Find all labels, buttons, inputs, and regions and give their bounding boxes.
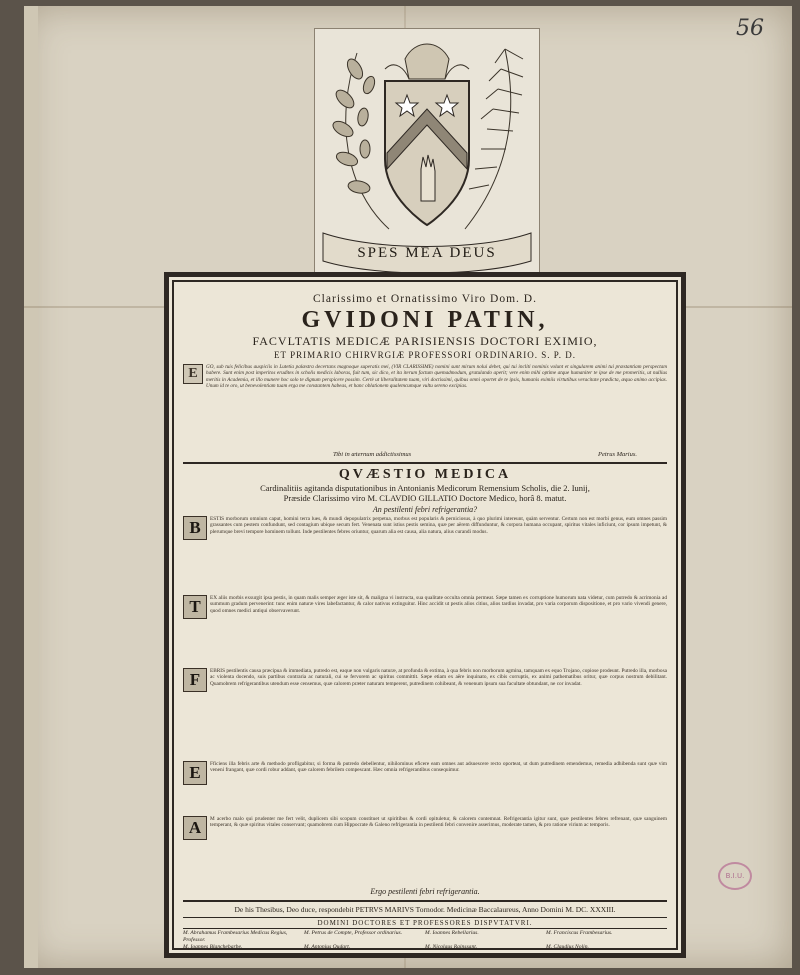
board-member: M. Franciscus Frambesarius. <box>546 930 613 936</box>
board-list <box>183 930 667 951</box>
drop-cap: A <box>183 816 207 840</box>
drop-cap: E <box>183 761 207 785</box>
board-member: M. Nicolaus Rainssant. <box>425 944 478 950</box>
drop-cap: E <box>183 364 203 384</box>
board-member: M. Antonius Oudart. <box>304 944 351 950</box>
board-member: M. Petrus de Compte, Professor ordinarius. <box>304 930 403 936</box>
thesis-paragraph <box>183 516 667 592</box>
motto-ribbon: SPES MEA DEUS <box>357 245 497 261</box>
thesis-paragraph <box>183 595 667 665</box>
thesis-paragraph <box>183 668 667 758</box>
dedicatory-letter-text: GO, sub tuis felicibus auspiciis in Lutetia palæstra decertans magnoque superatis mei, (VIR CLARISSIME) nomini sunt mirum nolui debet, qui tui incliti nominis volunt et singularem animi tui præstantiam perspectam habere. Sunt enim post imperitos erudites in scholis medicis laboras, fuit tum, sic dico, et ita iterum factum quemadmodum, gratulando aperit; vere enim mihi optime atque humaniter te ipse de me promeritis, ut nullius meritis in Academia, et illo munere hoc solo te dignum perspicere possim. Certè ut liberalitatem tuam, viri doctissimi, quibus omni oportet de te ipsis, humanis eximiis virtutibus veracitate prædicta, æquo animo accipias. Unum id te oro, ut benevolentiam tuam erga me constantem habeas, et hanc oblationem qualemcumque vultu sereno excipias. <box>206 364 667 390</box>
sheet-edge <box>24 6 38 968</box>
board-member: M. Abrahamus Frambesarius Medicus Regius, Professor. <box>183 930 288 943</box>
dedication-line: Clarissimo et Ornatissimo Viro Dom. D. <box>313 293 537 305</box>
board-member: M. Claudius Nolin. <box>546 944 589 950</box>
thesis-text: EBRIS pestilentis causa præcipua & immediata, putredo est, eaque non vulgaris naturæ, at profunda & extima, à qua febris non morborum agmina, tamquam ex equo Trojano, copiose prodeunt. Putredo illa, morbosa ac violenta docendo, suis partibus contraria ac naturali, cui se fervorem ac spiritus committit. Sæpe etiam ex aëre inquinato, ex cibis corruptis, ex animi pathematibus oritur, quæ corpus nostrum debilitant. Quamobrem refrigerantibus utendum esse censemus, quæ calorem præter naturam temperent, putredinem cohibeant, & venenum ipsum sua facultate obtundant, ne cor invadat. <box>210 668 667 687</box>
board-member: M. Ioannes Rebellarius. <box>425 930 479 936</box>
coat-of-arms-engraving <box>314 28 540 276</box>
drop-cap: F <box>183 668 207 692</box>
thesis-text: ESTIS morborum omnium caput, homini terra lues, & mundi depopulatrix perpetua, morbus est popularis & perniciosus, à quo plurimi intereunt, quàm serventur. Certum non est morbi genus, eum omnes passim grassantes cum pestem confundunt, sed contagium ubique secum fert. Venenata sunt istius pestis semina, quæ per aërem diffunduntur, & corpora humana occupant, spiritus vitales inficiunt, cor ipsum impetunt, & plerumque brevi tempore hominem tollunt. Inde pestilentes febres oriuntur, quarum alia est causa, alia natura, alius curandi modus. <box>210 516 667 535</box>
coat-of-arms-icon <box>315 29 539 275</box>
document-sheet <box>24 6 792 968</box>
broadsheet-content <box>183 289 667 950</box>
question-line-1: Cardinalitiis agitanda disputationibus in Antonianis Medicorum Remensium Scholis, die 2. Iunij, <box>260 483 590 493</box>
folio-number: 56 <box>736 16 764 41</box>
thesis-text: Fficiens illa febris arte & methodo profligabitur, si forma & putredo debellentur, nihilominus eficere eam omnes aut adsuescere recto oporteat, ut dum putredinem emendemus, remedia adhibenda sunt quæ vim veneni frangant, quæ cordi robur addant, quæ calorem febrilem compescant. Hæc omnia refrigerantibus consequimur. <box>210 761 667 774</box>
thesis-broadsheet <box>164 272 686 958</box>
thesis-paragraph <box>183 761 667 813</box>
patron-rank: ET PRIMARIO CHIRVRGIÆ PROFESSORI ORDINARIO. S. P. D. <box>274 350 576 360</box>
patron-office: FACVLTATIS MEDICÆ PARISIENSIS DOCTORI EXIMIO, <box>252 334 598 348</box>
divider <box>183 462 667 464</box>
question-title: QVÆSTIO MEDICA <box>338 467 512 482</box>
letter-signoff <box>183 450 667 458</box>
question-text: An pestilenti febri refrigerantia? <box>372 505 478 514</box>
board-member: M. Ioannes Blanchebarbe. <box>183 944 243 950</box>
signoff-right: Petrus Marius. <box>598 451 637 458</box>
defense-line: De his Thesibus, Deo duce, respondebit PETRVS MARIVS Tornodor. Medicinæ Baccalaureus, Anno Domini M. DC. XXXIII. <box>234 905 616 914</box>
dedicatory-letter <box>183 364 667 450</box>
library-stamp: B.I.U. <box>718 862 752 890</box>
board-title: DOMINI DOCTORES ET PROFESSORES DISPVTATVRI. <box>183 917 667 929</box>
thesis-paragraph <box>183 816 667 884</box>
drop-cap: T <box>183 595 207 619</box>
thesis-text: M acerbo malo qui prudenter me fert velit, duplicem sibi scopum constituet ut spiritibus & cordi opituletur, & calorem contemnat. Refrigerantia igitur sunt, quæ pestilentes febres refrenant, quæ sanguinem temperant, & quæ spiritus vitales conservant; quamobrem cum Hippocrate & Galeno refrigerantia in pestilenti febri convenire asserimus, moderate tamen, & pro ratione virium ac temporis. <box>210 816 667 829</box>
drop-cap: B <box>183 516 207 540</box>
patron-name: GVIDONI PATIN, <box>301 307 549 333</box>
thesis-text: EX aliis morbis exsurgit ipsa pestis, in quam malis semper æger iste sit, & maligna vi instructa, sua qualitate occulta omnia permeat. Sæpe tamen ex corruptione humorum nata videtur, cum putredo & acrimonia ad summum gradum pervenerint: tunc enim naturæ vires labefactantur, & calor nativus extinguitur. Hinc accidit ut pestis alios citius, alios tardius invadat, pro varia corporum dispositione, et pro vario vivendi genere, quod omnes medici antiqui observaverunt. <box>210 595 667 614</box>
signoff-left: Tibi in æternum addictissimus <box>333 451 412 458</box>
question-line-2: Præside Clarissimo viro M. CLAVDIO GILLATIO Doctore Medico, horâ 8. matut. <box>283 493 567 503</box>
conclusion: Ergo pestilenti febri refrigerantia. <box>370 887 480 896</box>
divider <box>183 900 667 902</box>
